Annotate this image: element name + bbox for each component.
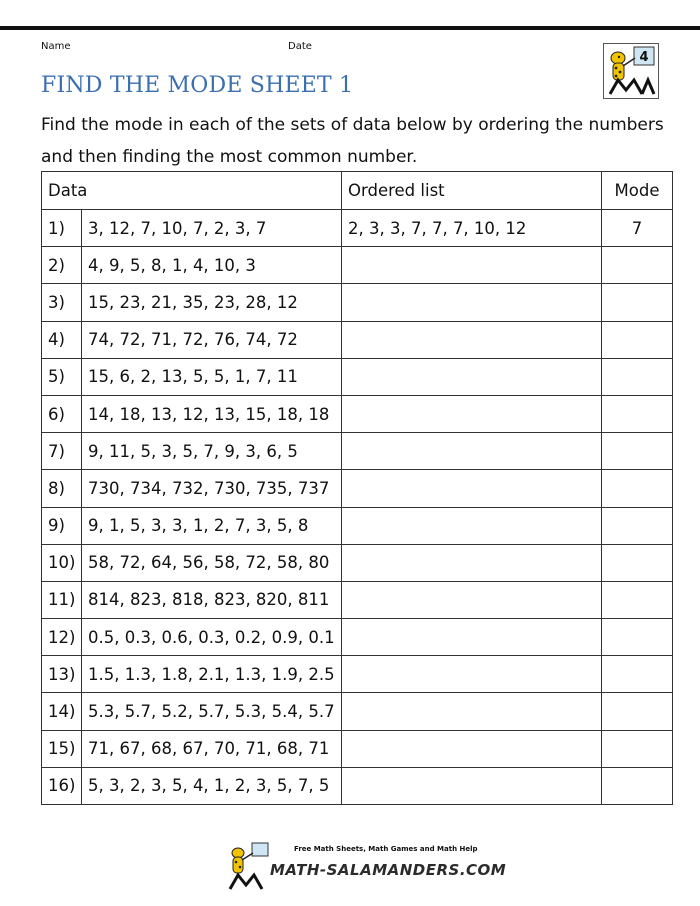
mode-answer[interactable]	[602, 433, 673, 470]
question-number: 11)	[42, 581, 82, 618]
question-number: 4)	[42, 321, 82, 358]
mode-answer[interactable]	[602, 470, 673, 507]
question-number: 3)	[42, 284, 82, 321]
table-row	[42, 693, 673, 730]
data-set: 5.3, 5.7, 5.2, 5.7, 5.3, 5.4, 5.7	[82, 693, 342, 730]
page-title: FIND THE MODE SHEET 1	[41, 73, 354, 98]
table-row	[42, 581, 673, 618]
mode-answer[interactable]	[602, 767, 673, 804]
mode-answer[interactable]	[602, 507, 673, 544]
date-label: Date	[288, 41, 312, 52]
data-set: 1.5, 1.3, 1.8, 2.1, 1.3, 1.9, 2.5	[82, 656, 342, 693]
data-set: 58, 72, 64, 56, 58, 72, 58, 80	[82, 544, 342, 581]
data-set: 730, 734, 732, 730, 735, 737	[82, 470, 342, 507]
footer-site-name[interactable]: MATH-SALAMANDERS.COM	[270, 861, 507, 879]
table-row	[42, 358, 673, 395]
question-number: 16)	[42, 767, 82, 804]
mode-answer[interactable]	[602, 581, 673, 618]
table-row	[42, 507, 673, 544]
question-number: 12)	[42, 619, 82, 656]
logo-grade-badge: 4	[639, 50, 649, 65]
table-row	[42, 470, 673, 507]
data-set: 14, 18, 13, 12, 13, 15, 18, 18	[82, 395, 342, 432]
data-column-header: Data	[42, 172, 342, 210]
footer-branding	[226, 841, 507, 893]
table-row	[42, 321, 673, 358]
question-number: 14)	[42, 693, 82, 730]
mode-answer[interactable]	[602, 395, 673, 432]
ordered-list-answer[interactable]	[342, 507, 602, 544]
ordered-list-answer[interactable]	[342, 619, 602, 656]
question-number: 2)	[42, 247, 82, 284]
mode-answer[interactable]	[602, 730, 673, 767]
ordered-list-answer[interactable]	[342, 284, 602, 321]
data-set: 3, 12, 7, 10, 7, 2, 3, 7	[82, 210, 342, 247]
table-row	[42, 284, 673, 321]
table-row	[42, 619, 673, 656]
question-number: 10)	[42, 544, 82, 581]
footer-tagline: Free Math Sheets, Math Games and Math Help	[294, 845, 478, 853]
data-set: 4, 9, 5, 8, 1, 4, 10, 3	[82, 247, 342, 284]
data-set: 71, 67, 68, 67, 70, 71, 68, 71	[82, 730, 342, 767]
question-number: 1)	[42, 210, 82, 247]
ordered-list-answer[interactable]	[342, 470, 602, 507]
data-set: 74, 72, 71, 72, 76, 74, 72	[82, 321, 342, 358]
ordered-list-answer[interactable]	[342, 358, 602, 395]
mode-answer[interactable]	[602, 693, 673, 730]
mode-answer[interactable]	[602, 358, 673, 395]
table-row	[42, 767, 673, 804]
question-number: 7)	[42, 433, 82, 470]
ordered-list-answer[interactable]	[342, 544, 602, 581]
mode-answer[interactable]	[602, 247, 673, 284]
data-set: 5, 3, 2, 3, 5, 4, 1, 2, 3, 5, 7, 5	[82, 767, 342, 804]
data-set: 9, 1, 5, 3, 3, 1, 2, 7, 3, 5, 8	[82, 507, 342, 544]
ordered-list-answer[interactable]	[342, 656, 602, 693]
ordered-list-answer[interactable]	[342, 767, 602, 804]
question-number: 13)	[42, 656, 82, 693]
ordered-list-answer[interactable]	[342, 321, 602, 358]
ordered-list-answer[interactable]	[342, 730, 602, 767]
name-label: Name	[41, 41, 71, 52]
table-row	[42, 433, 673, 470]
data-set: 0.5, 0.3, 0.6, 0.3, 0.2, 0.9, 0.1	[82, 619, 342, 656]
ordered-list-answer[interactable]: 2, 3, 3, 7, 7, 7, 10, 12	[342, 210, 602, 247]
data-set: 9, 11, 5, 3, 5, 7, 9, 3, 6, 5	[82, 433, 342, 470]
ordered-list-answer[interactable]	[342, 433, 602, 470]
mode-answer[interactable]	[602, 619, 673, 656]
mode-answer[interactable]: 7	[602, 210, 673, 247]
mode-answer[interactable]	[602, 544, 673, 581]
table-row	[42, 730, 673, 767]
worksheet-table	[41, 171, 673, 805]
question-number: 8)	[42, 470, 82, 507]
table-header-row	[42, 172, 673, 210]
top-rule	[0, 26, 700, 30]
ordered-list-answer[interactable]	[342, 395, 602, 432]
question-number: 15)	[42, 730, 82, 767]
mode-answer[interactable]	[602, 656, 673, 693]
mode-answer[interactable]	[602, 284, 673, 321]
question-number: 6)	[42, 395, 82, 432]
table-row	[42, 395, 673, 432]
data-set: 15, 23, 21, 35, 23, 28, 12	[82, 284, 342, 321]
ordered-list-answer[interactable]	[342, 247, 602, 284]
ordered-list-answer[interactable]	[342, 693, 602, 730]
table-row	[42, 656, 673, 693]
footer-salamander-icon	[226, 841, 274, 893]
ordered-list-answer[interactable]	[342, 581, 602, 618]
question-number: 5)	[42, 358, 82, 395]
question-number: 9)	[42, 507, 82, 544]
mode-column-header: Mode	[602, 172, 673, 210]
instructions: Find the mode in each of the sets of data below by ordering the numbers and then finding the most common number.	[41, 115, 664, 167]
table-row	[42, 210, 673, 247]
ordered-column-header: Ordered list	[342, 172, 602, 210]
table-row	[42, 247, 673, 284]
table-row	[42, 544, 673, 581]
data-set: 15, 6, 2, 13, 5, 5, 1, 7, 11	[82, 358, 342, 395]
math-salamanders-logo	[603, 43, 659, 99]
mode-answer[interactable]	[602, 321, 673, 358]
data-set: 814, 823, 818, 823, 820, 811	[82, 581, 342, 618]
